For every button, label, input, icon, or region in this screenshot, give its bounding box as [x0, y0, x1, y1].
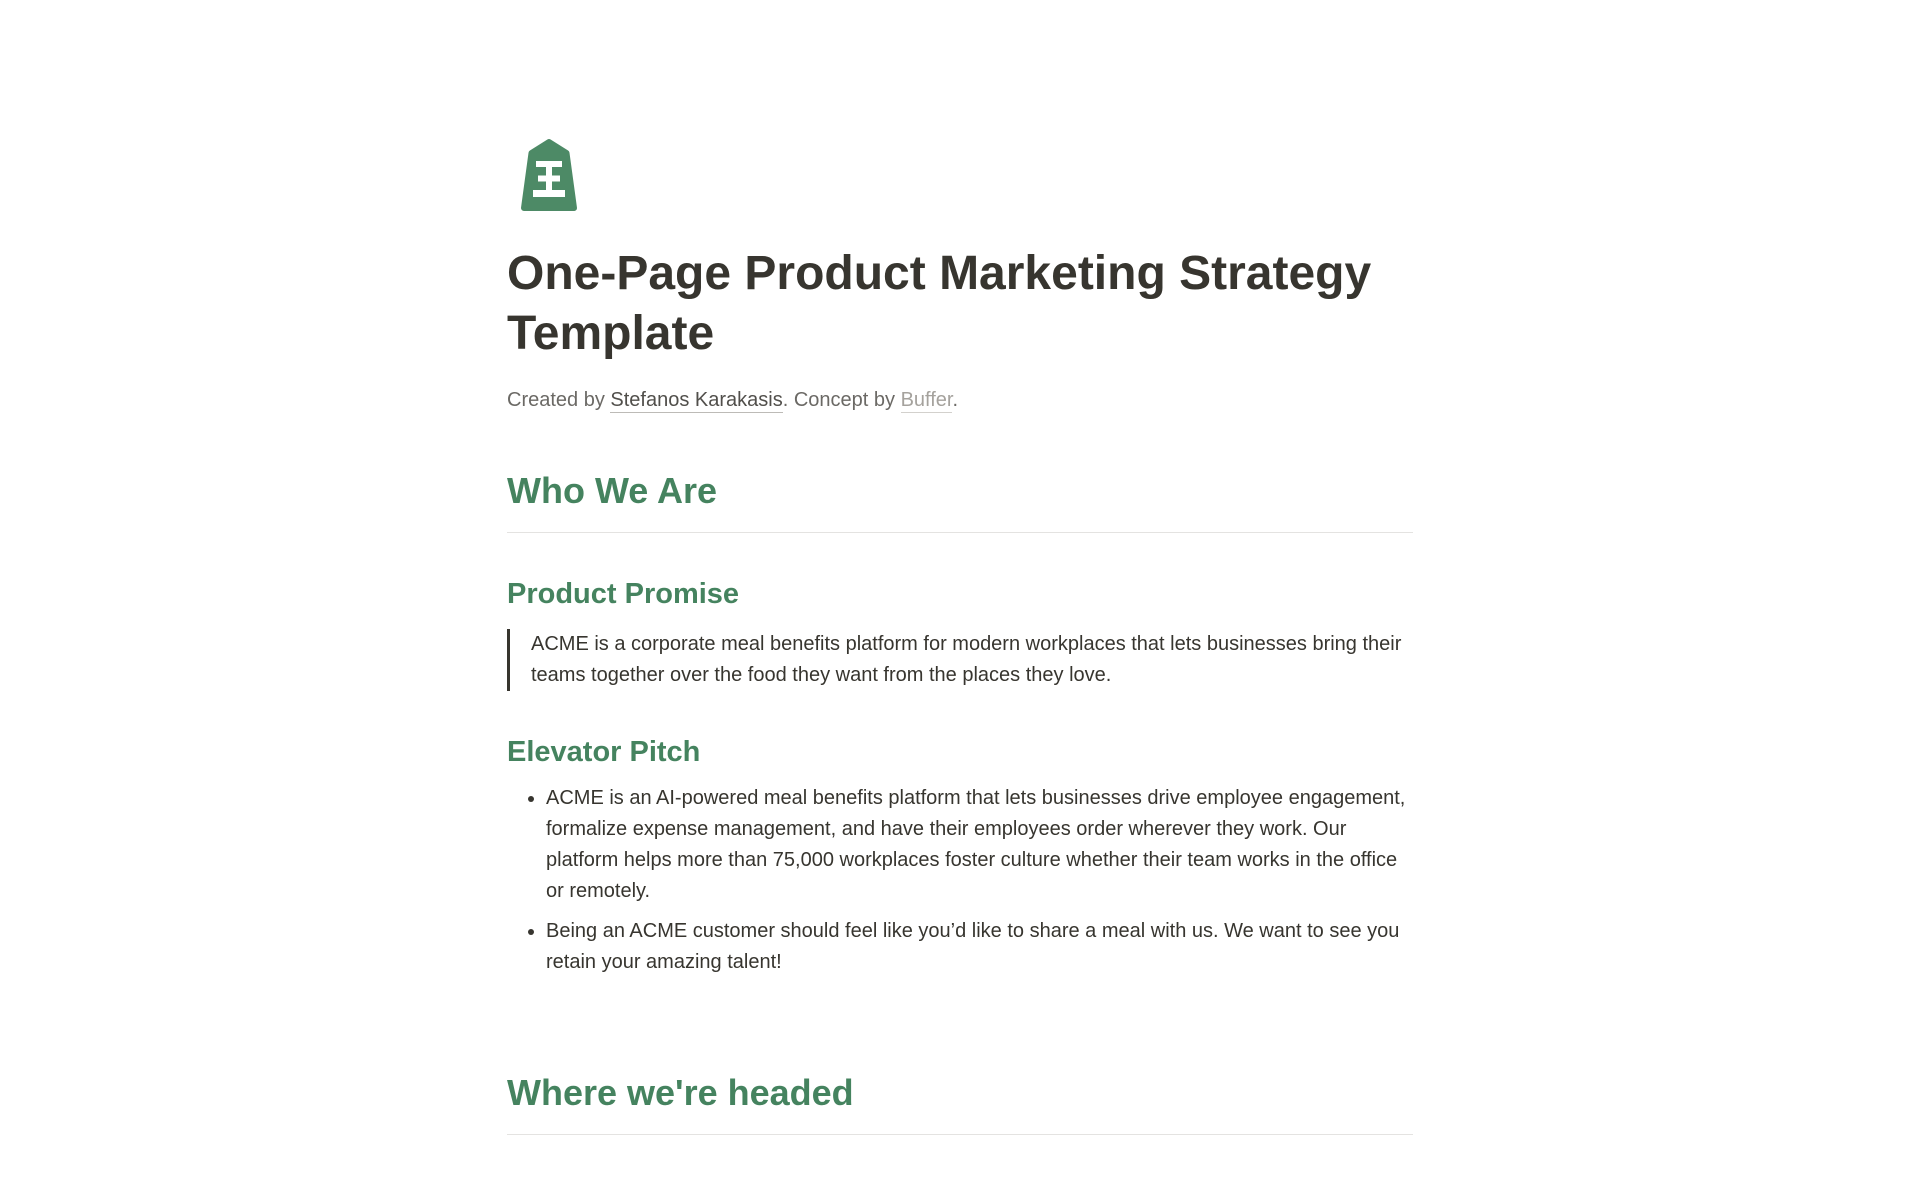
author-link[interactable]: Stefanos Karakasis	[610, 389, 783, 411]
list-item: • Being an ACME customer should feel like you’d like to share a meal with us. We want to see you retain your amazing talent!	[546, 916, 1413, 978]
credit-prefix: Created by	[507, 389, 611, 411]
section-divider	[507, 1134, 1413, 1135]
credit-line	[507, 388, 1413, 412]
page-title: One-Page Product Marketing Strategy Template	[507, 247, 1372, 360]
heading-who-we-are: Who We Are	[507, 470, 718, 511]
credit-middle: . Concept by	[782, 389, 901, 411]
elevator-pitch-list	[507, 783, 1413, 978]
heading-elevator-pitch: Elevator Pitch	[507, 736, 701, 768]
shogi-piece-king-icon[interactable]	[510, 136, 588, 214]
heading-where-were-headed: Where we're headed	[507, 1072, 854, 1113]
buffer-link[interactable]: Buffer	[900, 389, 953, 411]
document-page	[507, 0, 1413, 1135]
list-item: • ACME is an AI-powered meal benefits platform that lets businesses drive employee engagement, formalize expense management, and have their employees order wherever they work. Our platform helps more than 75,000 workplaces foster culture whether their team works in the office or remotely.	[546, 783, 1413, 907]
product-promise-quote: ACME is a corporate meal benefits platform for modern workplaces that lets businesses bring their teams together over the food they want from the places they love.	[507, 629, 1413, 691]
section-divider	[507, 532, 1413, 533]
credit-suffix: .	[952, 389, 959, 411]
heading-product-promise: Product Promise	[507, 578, 740, 610]
